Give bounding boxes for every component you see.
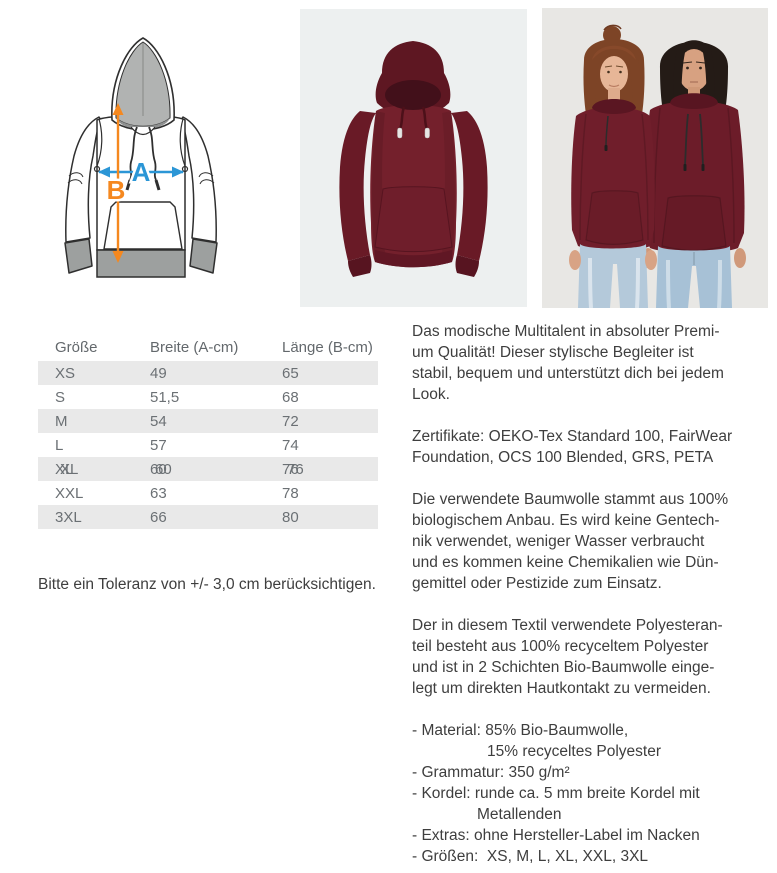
col-size: Größe [55, 338, 98, 356]
size-row-xxl: XXL 63 78 [55, 484, 299, 502]
list-item-continuation: 15% recyceltes Polyester [487, 743, 662, 760]
list-item: - Grammatur: 350 g/m² [412, 764, 570, 781]
woman-pocket [586, 191, 643, 245]
models-photo[interactable] [542, 8, 768, 308]
list-item: - Kordel: runde ca. 5 mm breite Kordel mit [412, 785, 700, 802]
woman-hand [569, 250, 581, 270]
models-illustration [542, 8, 768, 308]
size-row-xs: XS 49 65 [38, 361, 378, 385]
list-item: - Material: 85% Bio-Baumwolle, [412, 722, 629, 739]
hood-opening [385, 80, 441, 110]
cotton-paragraph: Die verwendete Baumwolle stammt aus 100% biologischem Anbau. Es wird keine Gentech- nik verwendet, weniger Wasser verbraucht und es kommen keine Chemikalien wie Dün- gemittel oder Pestizide zum Einsatz. [412, 491, 729, 592]
product-description [412, 321, 777, 873]
hood [112, 38, 174, 135]
size-row-m: M 54 72 [38, 409, 378, 433]
size-table [38, 333, 378, 529]
label-b: B [106, 175, 126, 205]
size-row-xl: XL 60 76 [38, 457, 378, 481]
description-paragraph: Das modische Multitalent in absoluter Premi- um Qualität! Dieser stylische Begleiter ist stabil, bequem und unterstützt dich bei jedem Look. [412, 323, 724, 403]
col-width: Breite (A-cm) [150, 338, 239, 356]
size-row-3xl: 3XL 66 80 [38, 505, 378, 529]
man-hand [734, 248, 746, 268]
woman-hand [645, 250, 657, 270]
certificates-paragraph: Zertifikate: OEKO-Tex Standard 100, FairWear Foundation, OCS 100 Blended, GRS, PETA [412, 428, 733, 466]
col-length: Länge (B-cm) [282, 338, 373, 356]
list-item: - Extras: ohne Hersteller-Label im Nacken [412, 827, 700, 844]
kangaroo-pocket [104, 202, 182, 249]
product-photo[interactable] [300, 9, 527, 307]
tolerance-note: Bitte ein Toleranz von +/- 3,0 cm berücksichtigen. [38, 576, 376, 593]
hoodie-photo [300, 9, 527, 307]
size-diagram-image[interactable] [52, 30, 242, 280]
kangaroo-pocket [375, 187, 452, 252]
size-row-l: L 57 74 [55, 436, 299, 454]
hem-band [97, 250, 185, 277]
polyester-paragraph: Der in diesem Textil verwendete Polyesteran- teil besteht aus 100% recyceltem Polyester und ist in 2 Schichten Bio-Baumwolle einge- legt um direkten Hautkontakt zu vermeiden. [412, 617, 723, 697]
label-a: A [131, 157, 151, 187]
man-pocket [662, 196, 726, 251]
list-item-continuation: Metallenden [477, 806, 562, 823]
size-row-s: S 51,5 68 [55, 388, 299, 406]
size-table-header [38, 333, 378, 361]
hoodie-diagram [52, 30, 242, 280]
list-item: - Größen: XS, M, L, XL, XXL, 3XL [412, 848, 649, 865]
details-list [412, 720, 777, 867]
